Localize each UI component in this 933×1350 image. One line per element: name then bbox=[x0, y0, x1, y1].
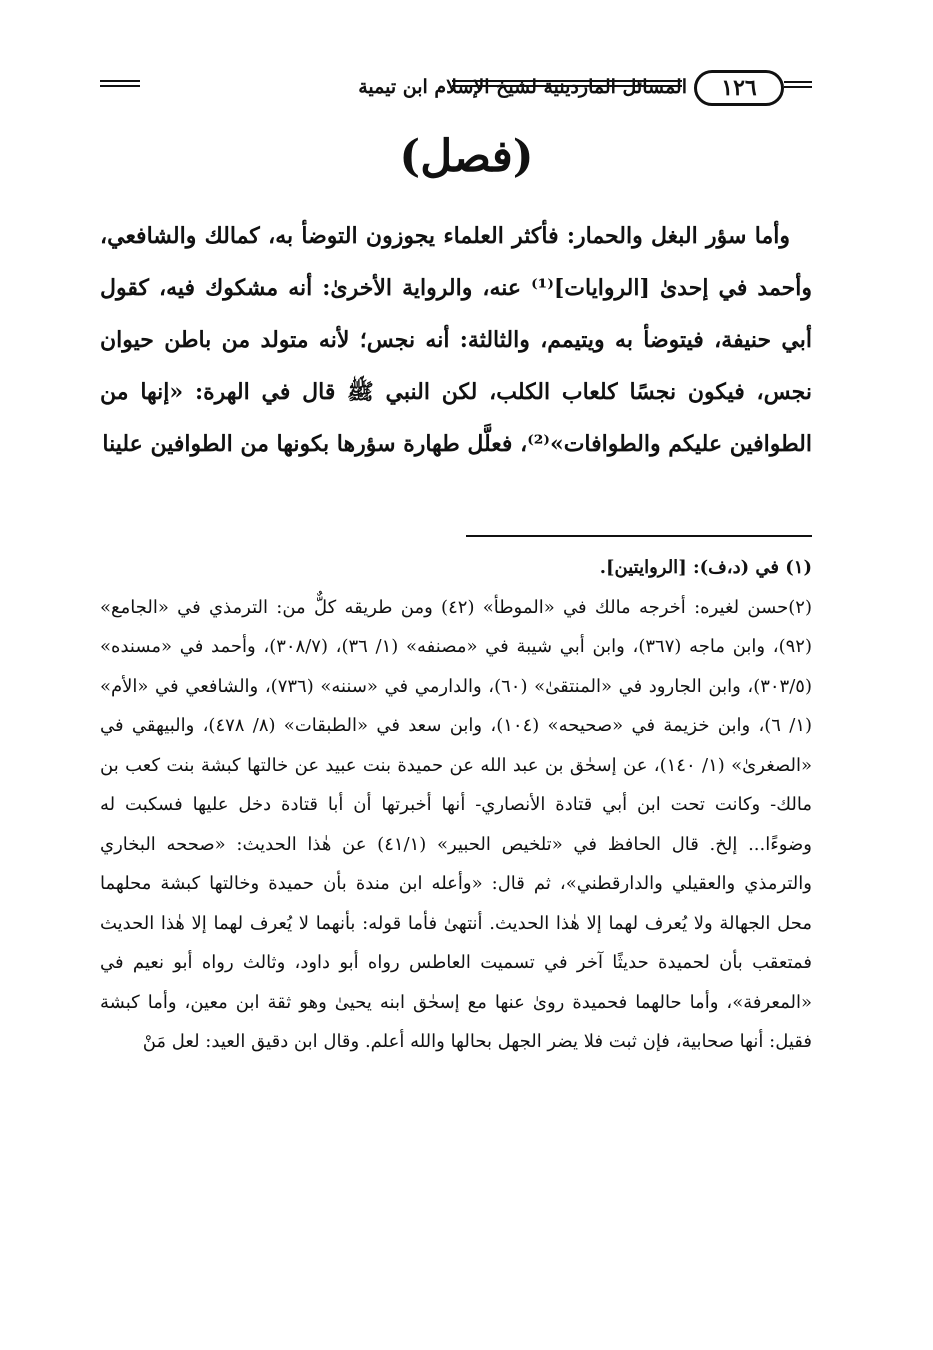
header-rule-middle bbox=[452, 80, 682, 87]
main-text bbox=[100, 210, 812, 470]
header-rule-left bbox=[100, 80, 140, 87]
footnote-1: (١) في (د،ف): [الروايتين]. bbox=[599, 557, 812, 578]
running-title: المسائل الماردينية لشيخ الإسلام ابن تيمية bbox=[358, 76, 687, 98]
section-title: (فصل) bbox=[399, 131, 534, 182]
page-number: ١٢٦ bbox=[694, 70, 784, 106]
body-paragraph: وأما سؤر البغل والحمار: فأكثر العلماء يجوزون التوضأ به، كمالك والشافعي، وأحمد في إحدىٰ [الروايات]⁽¹⁾ عنه، والرواية الأخرىٰ: أنه مشكوك فيه، كقول أبي حنيفة، فيتوضأ به ويتيمم، والثالثة: أنه نجس؛ لأنه متولد من باطن حيوان نجس، فيكون نجسًا كلعاب الكلب، لكن النبي ﷺ قال في الهرة: «إنها من الطوافين عليكم والطوافات»⁽²⁾، فعلَّل طهارة سؤرها بكونها من الطوافين علينا bbox=[100, 223, 813, 457]
header-rule-right bbox=[784, 81, 812, 88]
footnote-2: (٢)حسن لغيره: أخرجه مالك في «الموطأ» (٤٢) ومن طريقه كلٌّ من: الترمذي في «الجامع» (٩٢)، وابن ماجه (٣٦٧)، وابن أبي شيبة في «مصنفه» (١/ ٣٦)، (٣٠٨/٧)، وأحمد في «مسنده» (٣٠٣/٥)، وابن الجارود في «المنتقىٰ» (٦٠)، والدارمي في «سننه» (٧٣٦)، والشافعي في «الأم» (١/ ٦)، وابن خزيمة في «صحيحه» (١٠٤)، وابن سعد في «الطبقات» (٨/ ٤٧٨)، والبيهقي في «الصغرىٰ» (١/ ١٤٠)، عن إسحٰق بن عبد الله عن حميدة بنت عبيد عن خالتها كبشة بنت كعب بن مالك- وكانت تحت ابن أبي قتادة الأنصاري- أنها أخبرتها أن أبا قتادة دخل عليها فسكبت له وضوءًا... إلخ. قال الحافظ في «تلخيص الحبير» (٤١/١) عن هٰذا الحديث: «صححه البخاري والترمذي والعقيلي والدارقطني»، ثم قال: «وأعله ابن مندة بأن حميدة وخالتها كبشة محلهما محل الجهالة ولا يُعرف لهما إلا هٰذا الحديث. أنتهىٰ فأما قوله: بأنهما لا يُعرف لهما إلا هٰذا الحديث فمتعقب بأن لحميدة حديثًا آخر في تسميت العاطس رواه أبو داود، وثالث رواه أبو نعيم في «المعرفة»، وأما حالهما فحميدة روىٰ عنها مع إسحٰق ابنه يحيىٰ وهو ثقة ابن معين، وأما كبشة فقيل: أنها صحابية، فإن ثبت فلا يضر الجهل بحالها والله أعلم. وقال ابن دقيق العيد: لعل مَنْ bbox=[100, 596, 813, 1052]
footnote-separator bbox=[466, 535, 812, 537]
footnotes bbox=[100, 548, 812, 1062]
page-header bbox=[100, 70, 812, 110]
